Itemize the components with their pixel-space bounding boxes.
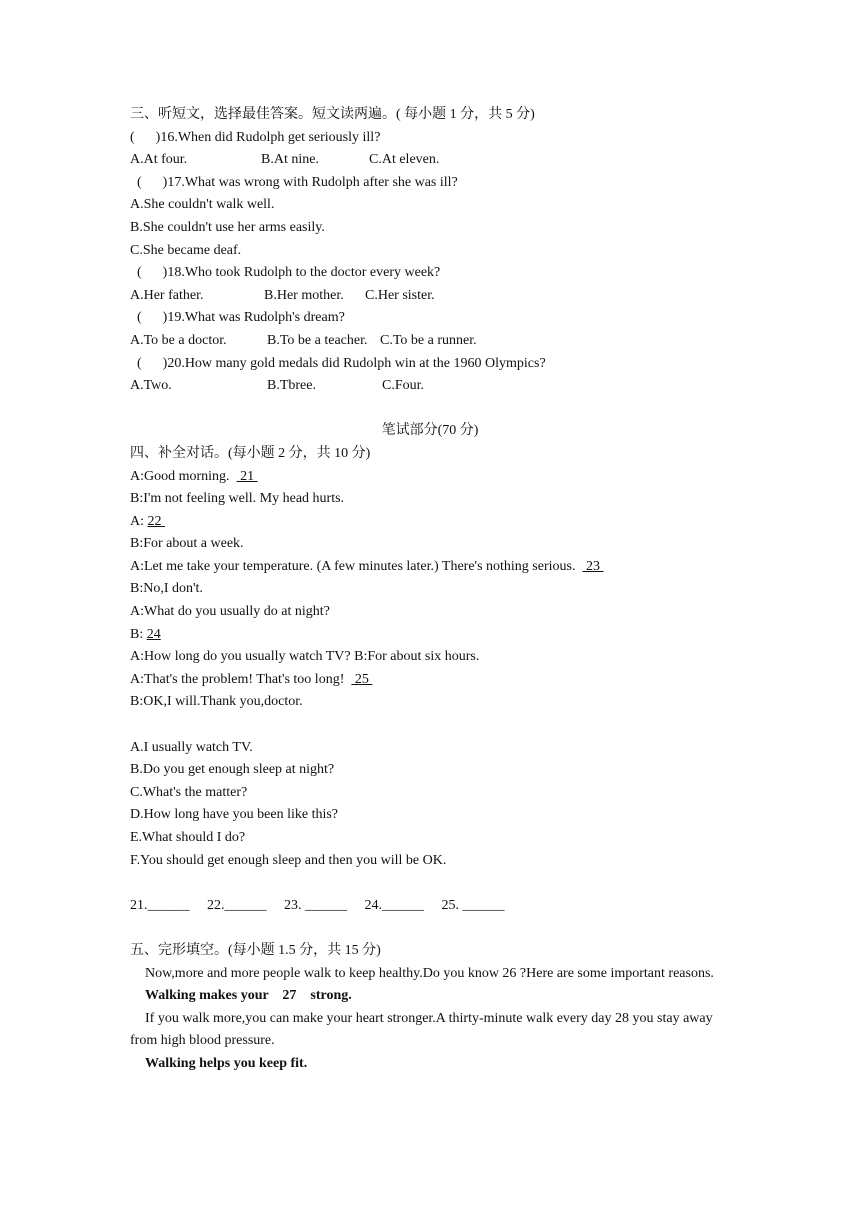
cloze-subheading: Walking makes your 27 strong. xyxy=(145,988,352,1004)
option: B.At nine. xyxy=(261,152,319,168)
blank-21: 21 xyxy=(236,468,258,484)
option: B.Her mother. xyxy=(264,287,344,303)
cloze-heading: 五、完形填空。(每小题 1.5 分，共 15 分) xyxy=(130,942,381,958)
listening-heading: 三、听短文，选择最佳答案。短文读两遍。( 每小题 1 分，共 5 分) xyxy=(130,107,535,122)
options-16 xyxy=(130,149,730,172)
choice-e: E.What should I do? xyxy=(130,830,246,845)
written-section-title: 笔试部分(70 分) xyxy=(381,423,479,439)
option: B.Tbree. xyxy=(267,378,316,394)
dialogue-line: A:That's the problem! That's too long! 25 xyxy=(130,671,373,687)
choice-a: A.I usually watch TV. xyxy=(130,739,253,755)
option: A.Her father. xyxy=(130,287,204,303)
question-16: ( )16.When did Rudolph get seriously ill? xyxy=(130,129,381,145)
dialogue-line: B:I'm not feeling well. My head hurts. xyxy=(130,491,345,507)
option: A.Two. xyxy=(130,378,172,394)
blank-23: 23 xyxy=(582,558,604,574)
option: A.To be a doctor. xyxy=(130,332,227,348)
blank-25: 25 xyxy=(351,671,373,687)
option: C.She became deaf. xyxy=(130,242,242,258)
options-18 xyxy=(130,285,730,308)
option: A.She couldn't walk well. xyxy=(130,197,275,213)
dialogue-line: A:Let me take your temperature. (A few minutes later.) There's nothing serious. 23 xyxy=(130,558,604,574)
blank-22: 22 xyxy=(147,513,165,529)
option: B.To be a teacher. xyxy=(267,332,368,348)
question-17: ( )17.What was wrong with Rudolph after she was ill? xyxy=(130,174,458,190)
cloze-paragraph: If you walk more,you can make your heart stronger.A thirty-minute walk every day 28 you stay away from high blood pressure. xyxy=(130,1010,713,1049)
exam-page xyxy=(130,104,730,1076)
dialogue-heading: 四、补全对话。(每小题 2 分，共 10 分) xyxy=(130,445,371,461)
choice-d: D.How long have you been like this? xyxy=(130,807,339,823)
option: A.At four. xyxy=(130,152,188,168)
dialogue-line: A:How long do you usually watch TV? B:For about six hours. xyxy=(130,649,480,665)
dialogue-line: B:No,I don't. xyxy=(130,581,203,597)
answer-blanks: 21.______ 22.______ 23. ______ 24.______ 25. ______ xyxy=(130,897,505,913)
option: C.Her sister. xyxy=(365,287,435,303)
dialogue-line: B:OK,I will.Thank you,doctor. xyxy=(130,694,303,710)
question-19: ( )19.What was Rudolph's dream? xyxy=(130,310,345,326)
choice-c: C.What's the matter? xyxy=(130,784,248,800)
choice-b: B.Do you get enough sleep at night? xyxy=(130,762,335,778)
dialogue-line: A:Good morning. 21 xyxy=(130,468,258,484)
dialogue-line: B: 24 xyxy=(130,626,161,642)
question-20: ( )20.How many gold medals did Rudolph win at the 1960 Olympics? xyxy=(130,355,546,371)
options-19 xyxy=(130,330,730,353)
blank-24: 24 xyxy=(146,626,161,642)
option: C.To be a runner. xyxy=(380,332,477,348)
choice-f: F.You should get enough sleep and then you will be OK. xyxy=(130,852,447,868)
option: C.Four. xyxy=(382,378,425,394)
question-18: ( )18.Who took Rudolph to the doctor every week? xyxy=(130,265,441,281)
option: C.At eleven. xyxy=(369,152,440,168)
dialogue-line: B:For about a week. xyxy=(130,536,244,552)
cloze-paragraph: Now,more and more people walk to keep healthy.Do you know 26 ?Here are some important reasons. xyxy=(145,965,714,981)
dialogue-line: A:What do you usually do at night? xyxy=(130,604,330,620)
option: B.She couldn't use her arms easily. xyxy=(130,219,325,235)
options-20 xyxy=(130,375,730,398)
cloze-subheading: Walking helps you keep fit. xyxy=(145,1055,308,1071)
dialogue-line: A: 22 xyxy=(130,513,165,529)
